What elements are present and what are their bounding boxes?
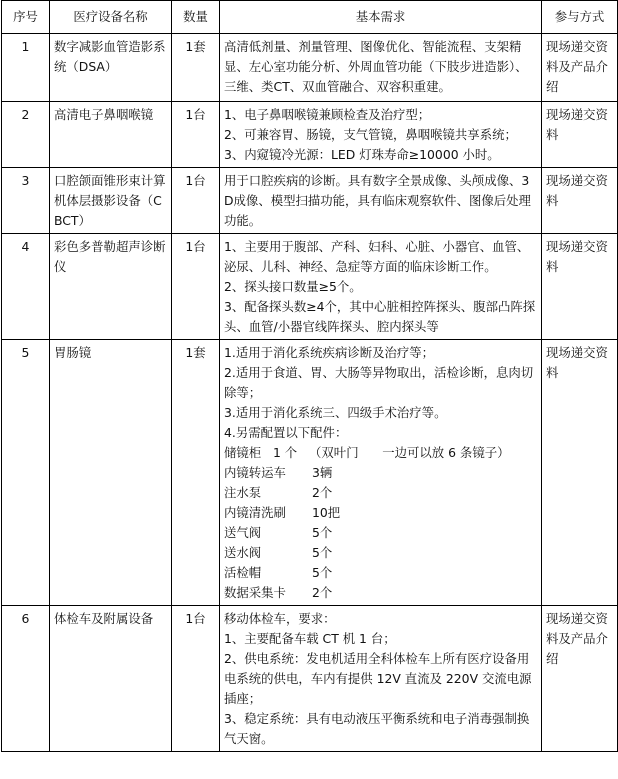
- part-item: [224, 503, 537, 523]
- row-req: [220, 102, 542, 168]
- table-row: [2, 102, 618, 168]
- req-line: 3.适用于消化系统三、四级手术治疗等。: [224, 405, 447, 420]
- cabinet-line: 储镜柜 1 个 （双叶门 一边可以放 6 条镜子）: [224, 445, 510, 460]
- part-name: 活检帽: [224, 565, 262, 580]
- row-req: [220, 340, 542, 606]
- req-line: 3、稳定系统：具有电动液压平衡系统和电子消毒强制换气天窗。: [224, 711, 530, 746]
- part-item: [224, 543, 537, 563]
- row-name: 高清电子鼻咽喉镜: [50, 102, 172, 168]
- row-name: 口腔颌面锥形束计算机体层摄影设备（CBCT）: [50, 168, 172, 234]
- row-mode: 现场递交资料: [542, 340, 618, 606]
- part-qty: 5个: [312, 565, 333, 580]
- row-name: 体检车及附属设备: [50, 606, 172, 752]
- row-seq: 2: [2, 102, 50, 168]
- part-name: 内镜转运车: [224, 465, 286, 480]
- req-line: 2、供电系统：发电机适用全科体检车上所有医疗设备用电系统的供电，车内有提供 12V 直流及 220V 交流电源插座；: [224, 651, 532, 706]
- part-qty: 5个: [312, 545, 333, 560]
- row-mode: 现场递交资料及产品介绍: [542, 34, 618, 102]
- part-name: 数据采集卡: [224, 585, 286, 600]
- part-name: 送气阀: [224, 525, 262, 540]
- row-qty: 1套: [172, 34, 220, 102]
- row-mode: 现场递交资料: [542, 168, 618, 234]
- row-seq: 1: [2, 34, 50, 102]
- row-seq: 3: [2, 168, 50, 234]
- row-seq: 6: [2, 606, 50, 752]
- row-name: 数字减影血管造影系统（DSA）: [50, 34, 172, 102]
- header-qty: 数量: [172, 1, 220, 34]
- header-req: 基本需求: [220, 1, 542, 34]
- req-line: 移动体检车，要求：: [224, 611, 336, 626]
- part-item: [224, 483, 537, 503]
- row-qty: 1台: [172, 102, 220, 168]
- part-name: 送水阀: [224, 545, 262, 560]
- part-qty: 3辆: [312, 465, 333, 480]
- part-qty: 5个: [312, 525, 333, 540]
- row-name: 胃肠镜: [50, 340, 172, 606]
- req-line: 高清低剂量、剂量管理、图像优化、智能流程、支架精显、左心室功能分析、外周血管功能（下肢步进造影）、三维、类CT、双血管融合、双容积重建。: [224, 39, 528, 94]
- part-item: [224, 563, 537, 583]
- row-mode: 现场递交资料: [542, 234, 618, 340]
- header-seq: 序号: [2, 1, 50, 34]
- part-name: 内镜清洗刷: [224, 505, 286, 520]
- req-line: 2.适用于食道、胃、大肠等异物取出，活检诊断，息肉切除等；: [224, 365, 534, 400]
- req-line: 3、内窥镜冷光源：LED 灯珠寿命≥10000 小时。: [224, 147, 500, 162]
- row-req: [220, 34, 542, 102]
- part-qty: 2个: [312, 585, 333, 600]
- requirements-table: [1, 0, 618, 752]
- req-line: 1、电子鼻咽喉镜兼顾检查及治疗型；: [224, 107, 431, 122]
- table-row: [2, 340, 618, 606]
- req-line: 4.另需配置以下配件：: [224, 425, 348, 440]
- row-req: [220, 606, 542, 752]
- part-qty: 2个: [312, 485, 333, 500]
- row-qty: 1台: [172, 168, 220, 234]
- row-seq: 4: [2, 234, 50, 340]
- table-row: [2, 234, 618, 340]
- row-qty: 1台: [172, 234, 220, 340]
- row-qty: 1台: [172, 606, 220, 752]
- table-row: [2, 168, 618, 234]
- row-req: [220, 234, 542, 340]
- req-line: 2、可兼容胃、肠镜，支气管镜，鼻咽喉镜共享系统；: [224, 127, 517, 142]
- table-row: [2, 34, 618, 102]
- part-item: [224, 463, 537, 483]
- table-row: [2, 606, 618, 752]
- row-req: [220, 168, 542, 234]
- req-line: 1、主要配备车载 CT 机 1 台；: [224, 631, 396, 646]
- part-qty: 10把: [312, 505, 341, 520]
- req-line: 1.适用于消化系统疾病诊断及治疗等；: [224, 345, 435, 360]
- req-line: 2、探头接口数量≥5个。: [224, 279, 362, 294]
- row-seq: 5: [2, 340, 50, 606]
- row-name: 彩色多普勒超声诊断仪: [50, 234, 172, 340]
- header-row: [2, 1, 618, 34]
- req-line: 3、配备探头数≥4个，其中心脏相控阵探头、腹部凸阵探头、血管/小器官线阵探头、腔内探头等: [224, 299, 536, 334]
- header-mode: 参与方式: [542, 1, 618, 34]
- req-line: 1、主要用于腹部、产科、妇科、心脏、小器官、血管、泌尿、儿科、神经、急症等方面的临床诊断工作。: [224, 239, 530, 274]
- part-item: [224, 583, 537, 603]
- part-name: 注水泵: [224, 485, 262, 500]
- req-line: 用于口腔疾病的诊断。具有数字全景成像、头颅成像、3D成像、模型扫描功能，具有临床观察软件、图像后处理功能。: [224, 173, 531, 228]
- part-item: [224, 523, 537, 543]
- row-qty: 1套: [172, 340, 220, 606]
- row-mode: 现场递交资料及产品介绍: [542, 606, 618, 752]
- header-name: 医疗设备名称: [50, 1, 172, 34]
- row-mode: 现场递交资料: [542, 102, 618, 168]
